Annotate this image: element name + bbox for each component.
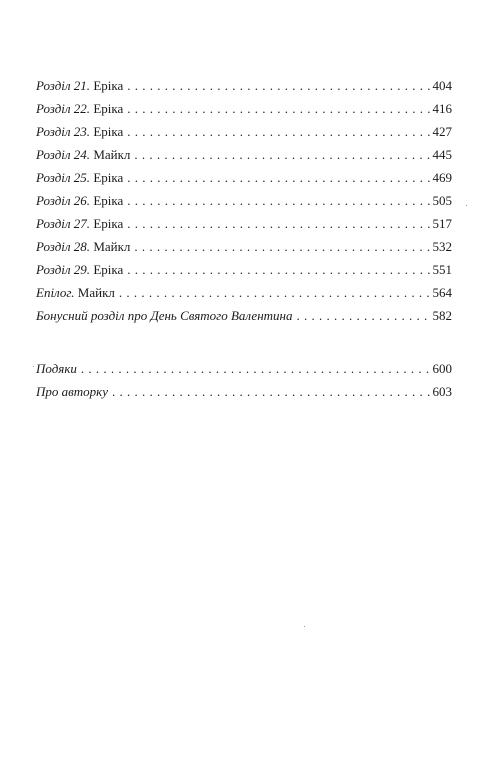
entry-label-italic: Про авторку — [36, 384, 109, 399]
entry-label-italic: Розділ 21. — [36, 78, 91, 93]
dot-leader — [134, 235, 430, 258]
entry-label-regular: Еріка — [90, 216, 124, 231]
entry-label-italic: Розділ 26. — [36, 193, 91, 208]
entry-label-regular: Еріка — [90, 193, 124, 208]
entry-label — [36, 74, 123, 97]
toc-entry-chapter-21[interactable] — [36, 74, 452, 97]
toc-entry-chapter-25[interactable] — [36, 166, 452, 189]
toc-entry-chapter-28[interactable] — [36, 235, 452, 258]
entry-label — [36, 380, 108, 403]
entry-label-regular: Еріка — [90, 170, 124, 185]
dot-leader — [112, 380, 430, 403]
entry-label — [36, 235, 130, 258]
toc-entry-chapter-23[interactable] — [36, 120, 452, 143]
entry-page-number: 505 — [432, 193, 452, 208]
entry-label — [36, 166, 123, 189]
entry-label-italic: Епілог. — [36, 285, 75, 300]
toc-entry-acknowledgements[interactable] — [36, 357, 452, 380]
entry-label — [36, 143, 130, 166]
entry-label-italic: Подяки — [36, 361, 77, 376]
paper-speck — [33, 366, 34, 367]
entry-label — [36, 189, 123, 212]
toc-entry-chapter-26[interactable] — [36, 189, 452, 212]
entry-label — [36, 120, 123, 143]
entry-page-number: 582 — [432, 308, 452, 323]
entry-page-number: 551 — [432, 262, 452, 277]
paper-speck — [466, 205, 467, 206]
dot-leader — [134, 143, 430, 166]
entry-label-italic: Розділ 29. — [36, 262, 91, 277]
table-of-contents — [36, 74, 452, 403]
dot-leader — [127, 189, 430, 212]
entry-label-italic: Розділ 23. — [36, 124, 91, 139]
entry-label — [36, 281, 115, 304]
entry-label-italic: Розділ 27. — [36, 216, 91, 231]
toc-backmatter-group — [36, 357, 452, 403]
entry-label — [36, 304, 292, 327]
entry-label-regular: Еріка — [90, 78, 124, 93]
entry-label — [36, 258, 123, 281]
entry-label-regular: Еріка — [90, 124, 124, 139]
dot-leader — [81, 357, 431, 380]
entry-label-italic: Розділ 28. — [36, 239, 91, 254]
dot-leader — [127, 120, 430, 143]
dot-leader — [127, 166, 430, 189]
entry-page-number: 469 — [432, 170, 452, 185]
dot-leader — [127, 74, 430, 97]
entry-page-number: 427 — [432, 124, 452, 139]
entry-label-regular: Майкл — [90, 239, 131, 254]
toc-chapters-group — [36, 74, 452, 327]
paper-speck — [304, 626, 305, 627]
entry-label-regular: Еріка — [90, 101, 124, 116]
entry-label — [36, 97, 123, 120]
entry-page-number: 603 — [432, 384, 452, 399]
entry-label-italic: Розділ 22. — [36, 101, 91, 116]
entry-label-regular: Майкл — [74, 285, 115, 300]
entry-label — [36, 212, 123, 235]
dot-leader — [127, 258, 430, 281]
entry-label — [36, 357, 77, 380]
entry-page-number: 600 — [432, 361, 452, 376]
entry-page-number: 564 — [432, 285, 452, 300]
entry-label-italic: Розділ 24. — [36, 147, 91, 162]
dot-leader — [127, 97, 430, 120]
entry-page-number: 404 — [432, 78, 452, 93]
entry-page-number: 532 — [432, 239, 452, 254]
dot-leader — [296, 304, 430, 327]
dot-leader — [119, 281, 431, 304]
toc-entry-epilogue[interactable] — [36, 281, 452, 304]
toc-entry-chapter-29[interactable] — [36, 258, 452, 281]
entry-page-number: 445 — [432, 147, 452, 162]
toc-entry-about-author[interactable] — [36, 380, 452, 403]
toc-entry-bonus-chapter[interactable] — [36, 304, 452, 327]
entry-label-italic: Розділ 25. — [36, 170, 91, 185]
entry-page-number: 517 — [432, 216, 452, 231]
dot-leader — [127, 212, 430, 235]
toc-entry-chapter-22[interactable] — [36, 97, 452, 120]
entry-label-regular: Майкл — [90, 147, 131, 162]
entry-label-regular: Еріка — [90, 262, 124, 277]
entry-label-italic: Бонусний розділ про День Святого Валентина — [36, 308, 293, 323]
entry-page-number: 416 — [432, 101, 452, 116]
toc-entry-chapter-24[interactable] — [36, 143, 452, 166]
toc-entry-chapter-27[interactable] — [36, 212, 452, 235]
